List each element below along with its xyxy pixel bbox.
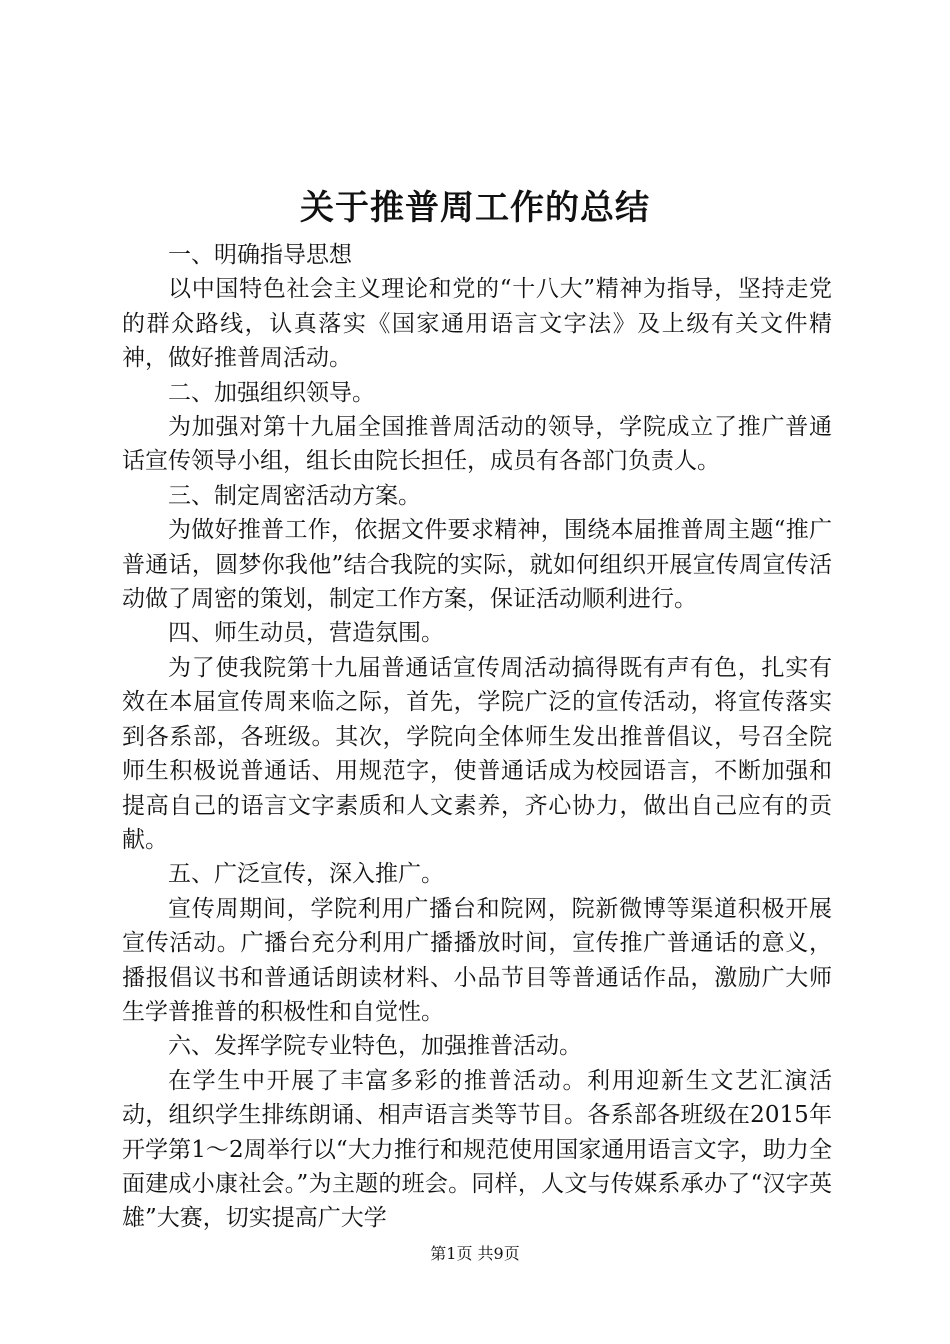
section-heading-5: 五、广泛宣传，深入推广。 [168,861,444,888]
section-heading-4: 四、师生动员，营造氛围。 [168,620,444,647]
document-title: 关于推普周工作的总结 [300,188,650,228]
section-paragraph-4: 为了使我院第十九届普通话宣传周活动搞得既有声有色，扎实有效在本届宣传周来临之际，首先，学院广泛的宣传活动，将宣传落实到各系部，各班级。其次，学院向全体师生发出推普倡议，号召全院师生积极说普通话、用规范字，使普通话成为校园语言，不断加强和提高自己的语言文字素质和人文素养，齐心协力，做出自己应有的贡献。 [122,654,832,853]
page-number-footer: 第1页 共9页 [430,1244,520,1263]
section-paragraph-2: 为加强对第十九届全国推普周活动的领导，学院成立了推广普通话宣传领导小组，组长由院长担任，成员有各部门负责人。 [122,414,832,475]
section-paragraph-1: 以中国特色社会主义理论和党的“十八大”精神为指导，坚持走党的群众路线，认真落实《国家通用语言文字法》及上级有关文件精神，做好推普周活动。 [122,276,832,372]
section-heading-3: 三、制定周密活动方案。 [168,482,421,509]
section-paragraph-6: 在学生中开展了丰富多彩的推普活动。利用迎新生文艺汇演活动，组织学生排练朗诵、相声语言类等节目。各系部各班级在2015年开学第1～2周举行以“大力推行和规范使用国家通用语言文字，助力全面建成小康社会。”为主题的班会。同样，人文与传媒系承办了“汉字英雄”大赛，切实提高广大学 [122,1067,832,1232]
section-paragraph-5: 宣传周期间，学院利用广播台和院网，院新微博等渠道积极开展宣传活动。广播台充分利用广播播放时间，宣传推广普通话的意义，播报倡议书和普通话朗读材料、小品节目等普通话作品，激励广大师生学普推普的积极性和自觉性。 [122,895,832,1025]
section-heading-6: 六、发挥学院专业特色，加强推普活动。 [168,1033,582,1060]
document-body [122,238,832,1236]
section-paragraph-3: 为做好推普工作，依据文件要求精神，围绕本届推普周主题“推广普通话，圆梦你我他”结合我院的实际，就如何组织开展宣传周宣传活动做了周密的策划，制定工作方案，保证活动顺利进行。 [122,517,832,613]
section-heading-2: 二、加强组织领导。 [168,379,375,406]
section-heading-1: 一、明确指导思想 [168,242,352,268]
